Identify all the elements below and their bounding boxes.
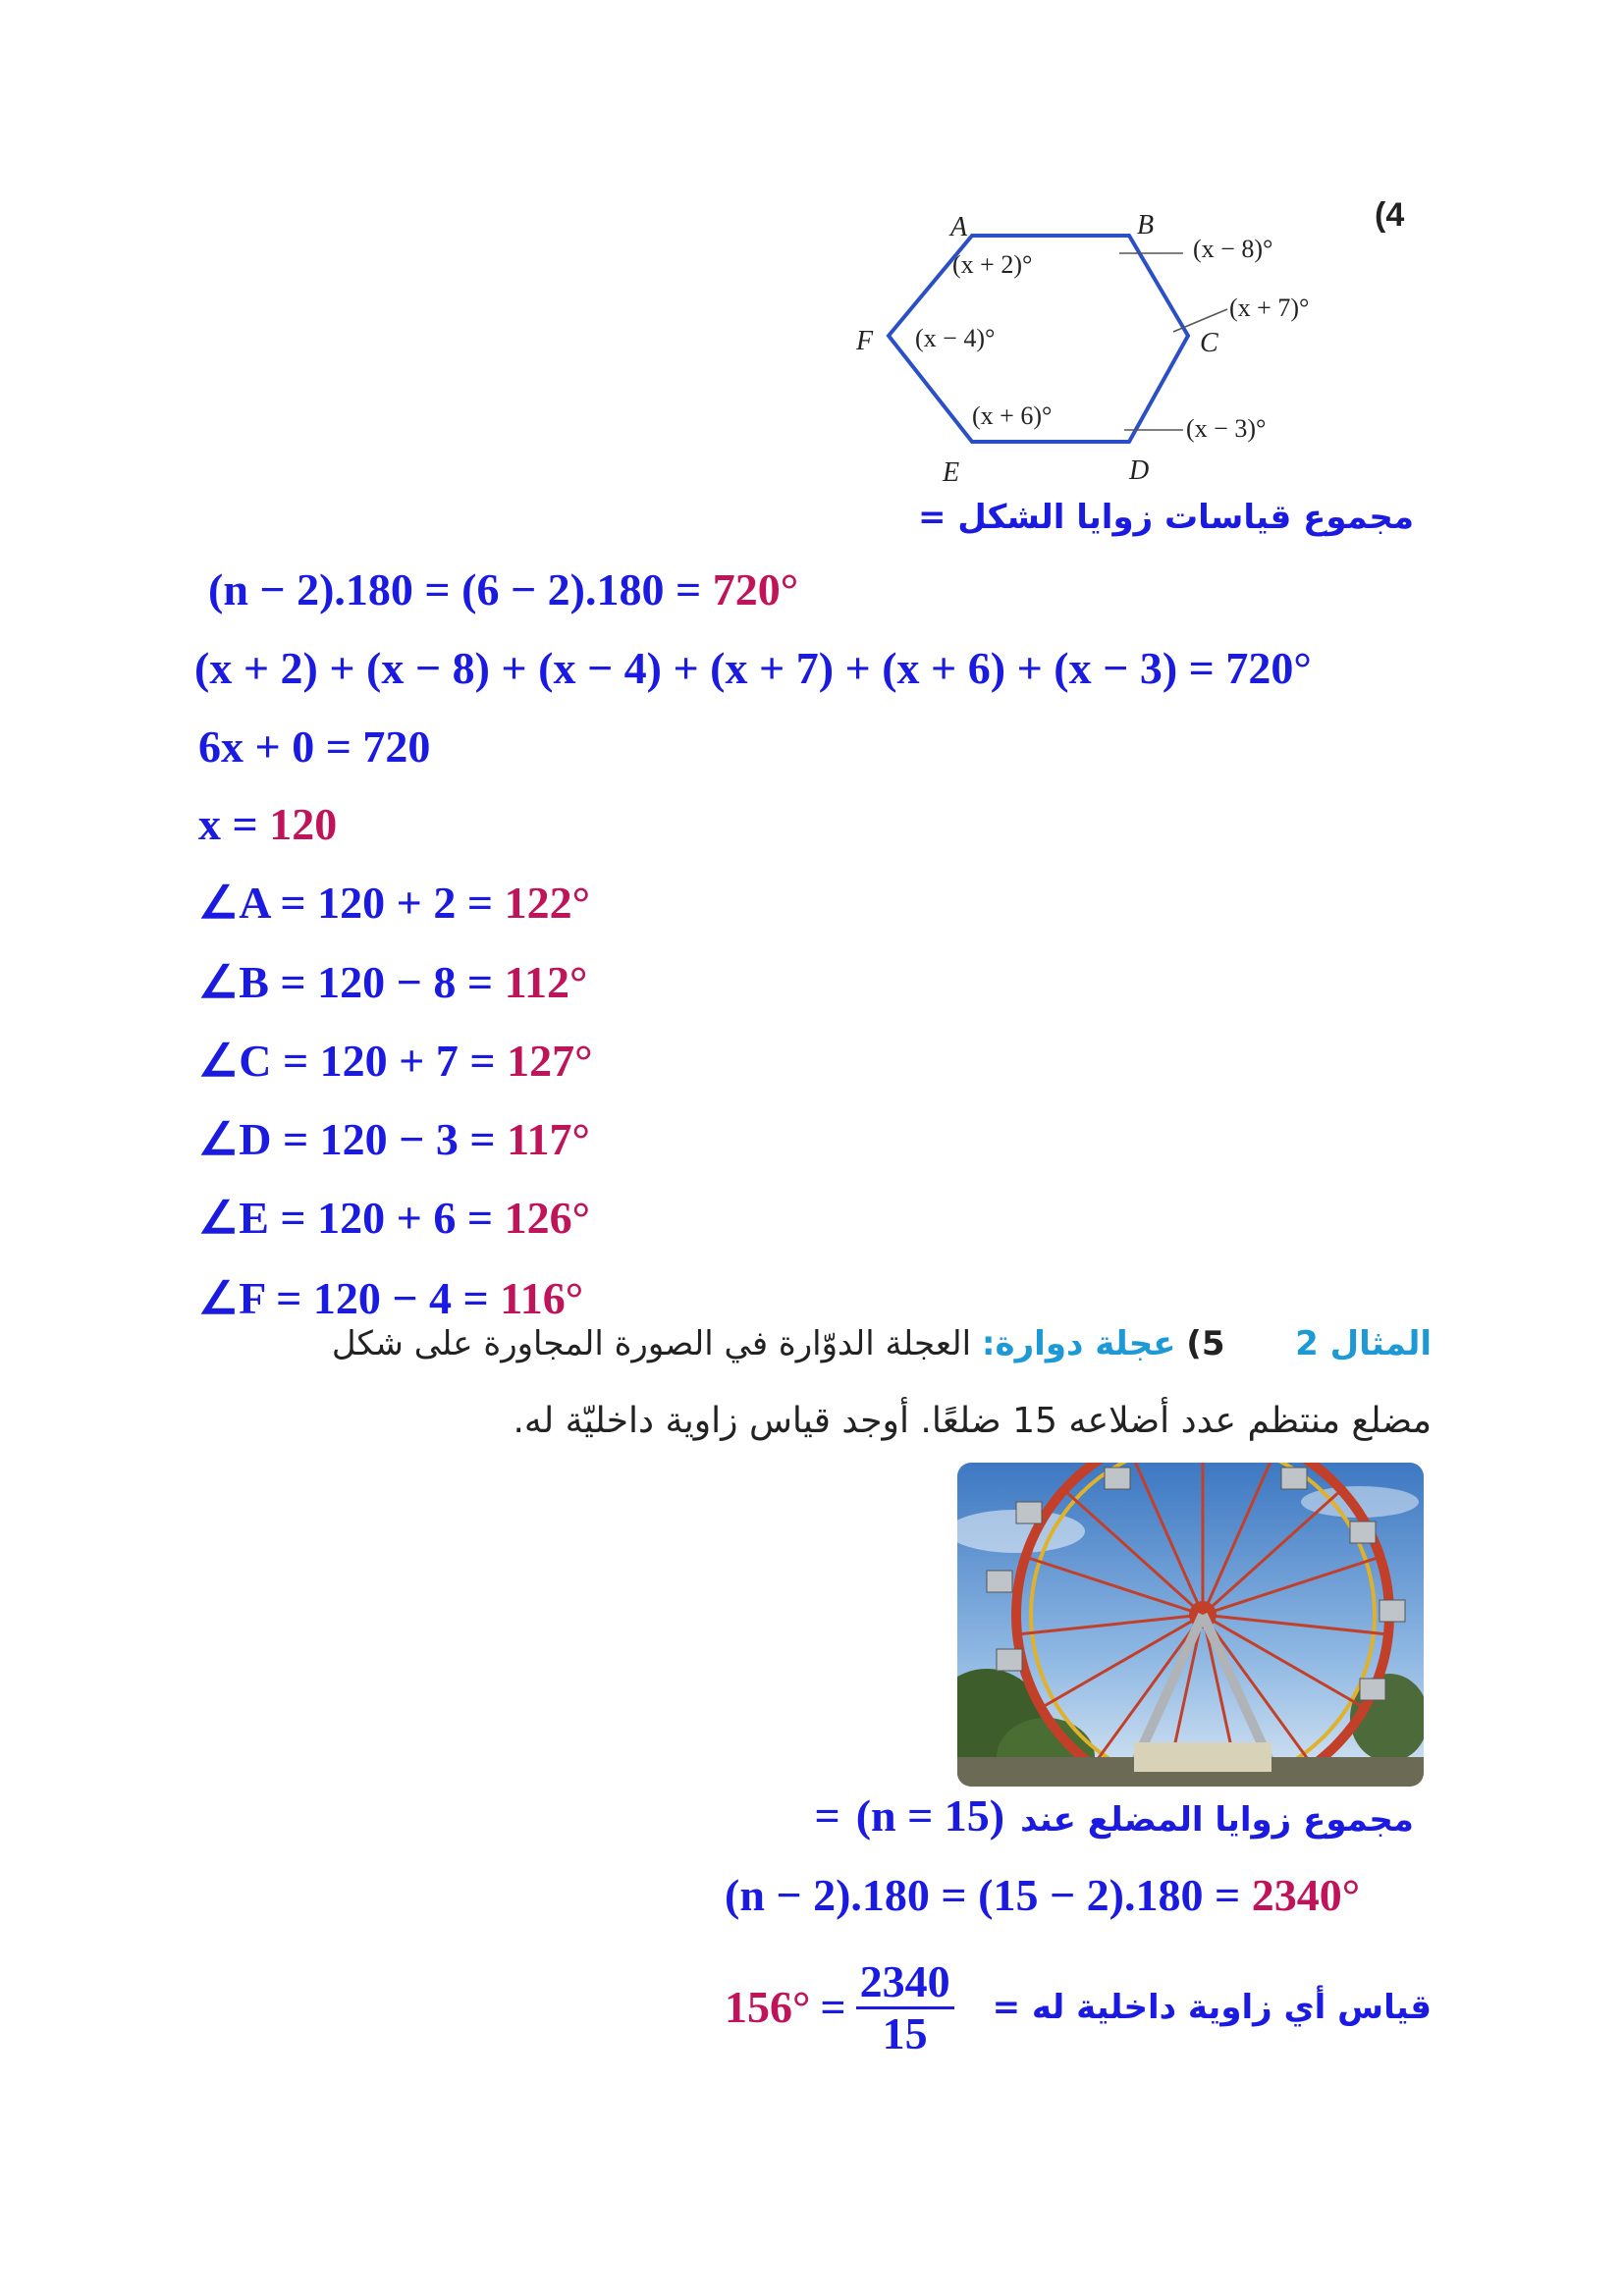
ferris-wheel-image: [957, 1463, 1424, 1787]
interior-angle-row: [725, 1953, 1432, 2061]
angle-c-line: ∠C = 120 + 7 = 127°: [198, 1036, 593, 1086]
fraction-equals: =: [820, 1982, 846, 2032]
example-number: 5): [1186, 1324, 1225, 1363]
fraction-denominator: 15: [882, 2007, 928, 2058]
angle-label-f: (x − 4)°: [915, 324, 996, 352]
vertex-label-d: D: [1129, 455, 1150, 486]
hexagon-figure: [844, 206, 1394, 501]
angle-label-c: (x + 7)°: [1229, 294, 1310, 322]
angle-e-line: ∠E = 120 + 6 = 126°: [198, 1193, 590, 1243]
angle-label-a: (x + 2)°: [952, 250, 1033, 279]
fraction: [856, 1955, 954, 2058]
angle-label-b: (x − 8)°: [1193, 235, 1273, 263]
n-expression: (n = 15): [855, 1790, 1005, 1841]
angle-f-line: ∠F = 120 − 4 = 116°: [198, 1273, 584, 1323]
example-text-2: مضلع منتظم عدد أضلاعه 15 ضلعًا. أوجد قياس زاوية داخليّة له.: [513, 1401, 1432, 1441]
sum-label-4: مجموع قياسات زوايا الشكل =: [917, 498, 1414, 537]
example-header: [331, 1324, 1432, 1363]
angle-a-line: ∠A = 120 + 2 = 122°: [198, 878, 590, 928]
vertex-label-e: E: [943, 457, 960, 488]
vertex-label-b: B: [1137, 210, 1155, 240]
sum-label-5-row: [814, 1790, 1414, 1841]
angle-label-e: (x + 6)°: [972, 401, 1053, 430]
angle-d-line: ∠D = 120 − 3 = 117°: [198, 1114, 590, 1164]
problem-number: (4: [1375, 196, 1405, 234]
equation-line-3: 6x + 0 = 720: [198, 721, 431, 772]
vertex-label-f: F: [856, 326, 874, 356]
fraction-numerator: 2340: [856, 1959, 954, 2009]
sum-label-5: مجموع زوايا المضلع عند: [1020, 1800, 1414, 1840]
equation-line-1: (n − 2).180 = (6 − 2).180 = 720°: [208, 564, 799, 614]
solution5-line: (n − 2).180 = (15 − 2).180 = 2340°: [725, 1870, 1361, 1920]
example-tag: المثال 2: [1295, 1324, 1432, 1363]
sum-equals: =: [814, 1790, 840, 1841]
angle-b-line: ∠B = 120 − 8 = 112°: [198, 957, 588, 1007]
example-title: عجلة دوارة:: [981, 1324, 1176, 1363]
interior-angle-result: 156°: [725, 1982, 811, 2032]
example-text-1: العجلة الدوّارة في الصورة المجاورة على شكل: [331, 1324, 972, 1363]
vertex-label-c: C: [1200, 328, 1218, 358]
interior-angle-label: قياس أي زاوية داخلية له =: [992, 1988, 1432, 2027]
angle-label-d: (x − 3)°: [1186, 414, 1267, 443]
equation-line-2: (x + 2) + (x − 8) + (x − 4) + (x + 7) + (x + 6) + (x − 3) = 720°: [194, 643, 1312, 693]
vertex-label-a: A: [950, 212, 968, 242]
equation-line-4: x = 120: [198, 799, 338, 849]
